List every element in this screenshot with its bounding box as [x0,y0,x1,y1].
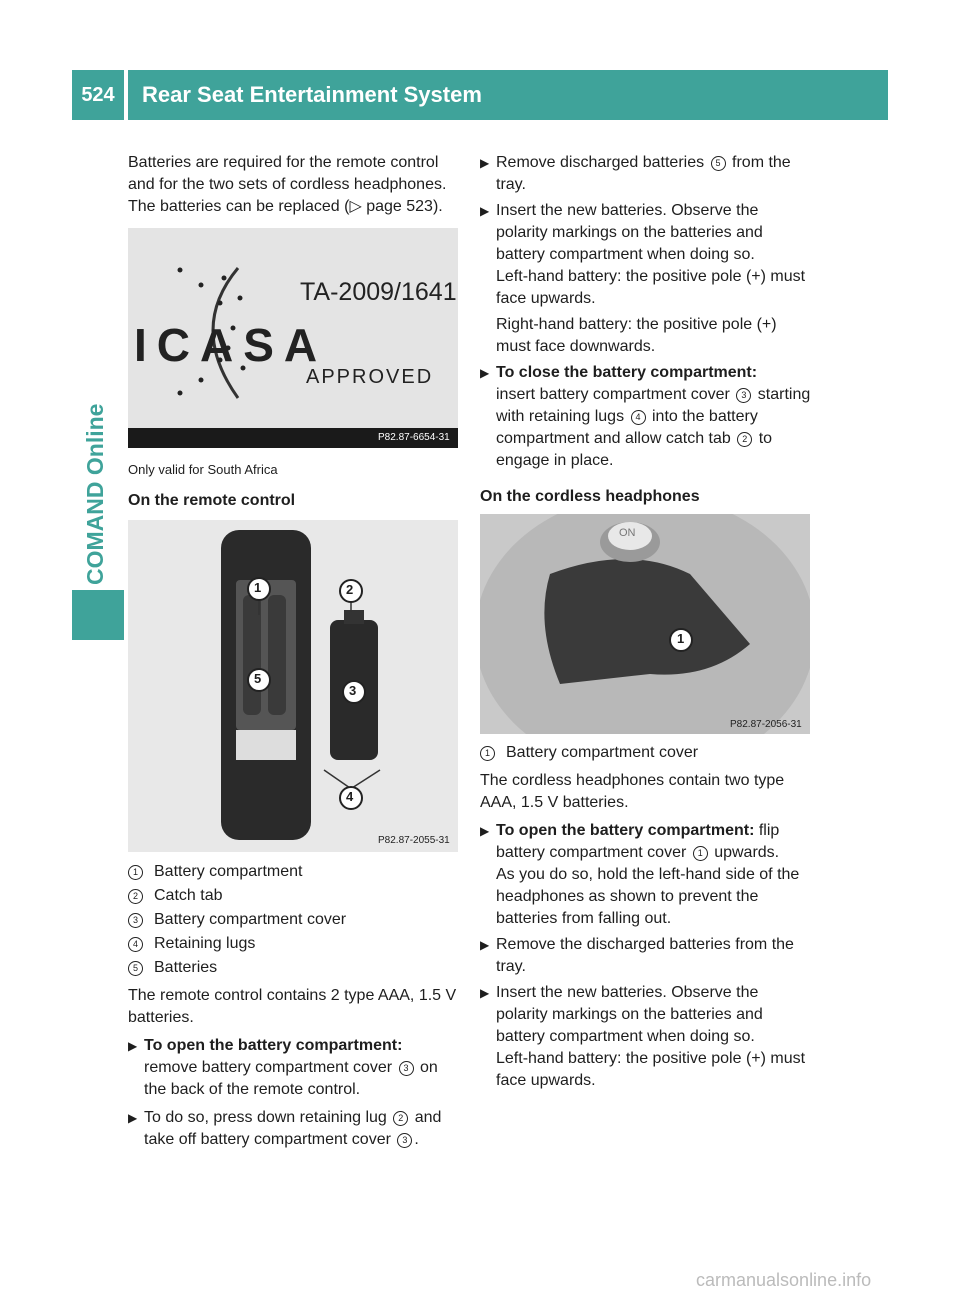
press-text-a: To do so, press down retaining lug [144,1109,387,1126]
open-step [128,1035,460,1101]
close-text-c: into the battery compartment and allow catch tab [496,408,758,447]
num-badge: 1 [128,865,143,880]
insert-text: Insert the new batteries. Observe the polarity markings on the batteries and battery compartment when doing so. [496,202,763,263]
callout-2: 2 [346,582,354,597]
legend-item [128,909,460,931]
hp-open-a: flip battery compartment cover [496,822,780,861]
num-badge: 4 [128,937,143,952]
press-text-b: and take off battery compartment cover [144,1109,442,1148]
icasa-number: TA-2009/1641 [300,278,457,306]
callout-5: 5 [254,671,262,686]
legend-item [128,861,460,883]
icasa-caption: Only valid for South Africa [128,462,278,477]
hp-text: The cordless headphones contain two type AAA, 1.5 V batteries. [480,772,785,811]
icasa-image [128,228,458,448]
remote-graphic [128,520,458,852]
close-heading: To close the battery compartment: [496,364,758,381]
headphones-heading: On the cordless headphones [480,488,700,505]
num-badge: 1 [693,846,708,861]
open-text-a: remove battery compartment cover [144,1059,393,1076]
close-text-d: to engage in place. [496,430,773,469]
headphones-image [480,514,810,734]
page-number: 524 [72,70,124,120]
left-column [128,152,460,218]
num-badge: 3 [128,913,143,928]
headphones-text [480,742,812,1092]
hp-legend-item [480,742,812,764]
num-badge: 2 [128,889,143,904]
legend-text: Battery compartment [154,863,303,880]
legend-text: Battery compartment cover [154,911,347,928]
intro-text: Batteries are required for the remote control and for the two sets of cordless headphones. The batteries can be replaced (▷ page 523). [128,154,447,215]
remote-legend [128,861,460,1151]
hp-open-heading: To open the battery compartment: [496,822,755,839]
on-button-label: ON [619,527,636,539]
hp-open-b: upwards. [714,844,780,861]
num-badge: 4 [631,410,646,425]
side-tab-block [72,590,124,640]
watermark: carmanualsonline.info [696,1270,872,1290]
num-badge: 1 [480,746,495,761]
legend-item [128,957,460,979]
remove-text-a: Remove discharged batteries [496,154,705,171]
open-text-b: on the back of the remote control. [144,1059,438,1098]
left-pole-text: Left-hand battery: the positive pole (+) must face upwards. [496,268,806,307]
side-label: COMAND Online [82,403,108,585]
callout-1-headphones: 1 [677,631,685,646]
legend-text: Batteries [154,959,218,976]
hp-open-step [480,820,812,930]
hp-remove-step: ▶ Remove the discharged batteries from the tray. [480,934,812,978]
num-badge: 3 [736,388,751,403]
headphones-graphic [480,514,810,734]
callout-1: 1 [254,580,262,595]
legend-text: Catch tab [154,887,223,904]
callout-3: 3 [349,683,357,698]
legend-item [128,885,460,907]
section-title: Rear Seat Entertainment System [128,70,888,120]
remote-image [128,520,458,852]
hp-insert-step [480,982,812,1092]
hp-open-c: As you do so, hold the left-hand side of the headphones as shown to prevent the batteries from falling out. [496,866,800,927]
remote-text: The remote control contains 2 type AAA, 1.5 V batteries. [128,987,457,1026]
icasa-code: P82.87-6654-31 [378,432,450,443]
num-badge: 3 [397,1133,412,1148]
legend-text: Retaining lugs [154,935,256,952]
remove-text-b: from the tray. [496,154,791,193]
close-text-a: insert battery compartment cover [496,386,730,403]
close-text-b: starting with retaining lugs [496,386,811,425]
right-pole-text: Right-hand battery: the positive pole (+) must face downwards. [496,316,777,355]
insert-step [480,200,812,358]
right-column [480,152,812,508]
press-text-c: . [414,1131,419,1148]
callout-4: 4 [346,789,354,804]
num-badge: 5 [711,156,726,171]
remove-step [480,152,812,196]
num-badge: 5 [128,961,143,976]
num-badge: 3 [399,1061,414,1076]
hp-legend-text: Battery compartment cover [506,744,699,761]
icasa-letters: ICASA [134,319,328,371]
close-step [480,362,812,472]
open-heading: To open the battery compartment: [144,1037,403,1054]
legend-item [128,933,460,955]
remote-code: P82.87-2055-31 [378,835,450,846]
headphones-code: P82.87-2056-31 [730,719,802,730]
remote-heading: On the remote control [128,492,296,509]
icasa-approved: APPROVED [306,366,434,388]
press-step [128,1107,460,1151]
hp-left-pole: Left-hand battery: the positive pole (+) must face upwards. [496,1050,806,1089]
num-badge: 2 [393,1111,408,1126]
hp-insert-text: Insert the new batteries. Observe the polarity markings on the batteries and battery compartment when doing so. [496,984,763,1045]
num-badge: 2 [737,432,752,447]
